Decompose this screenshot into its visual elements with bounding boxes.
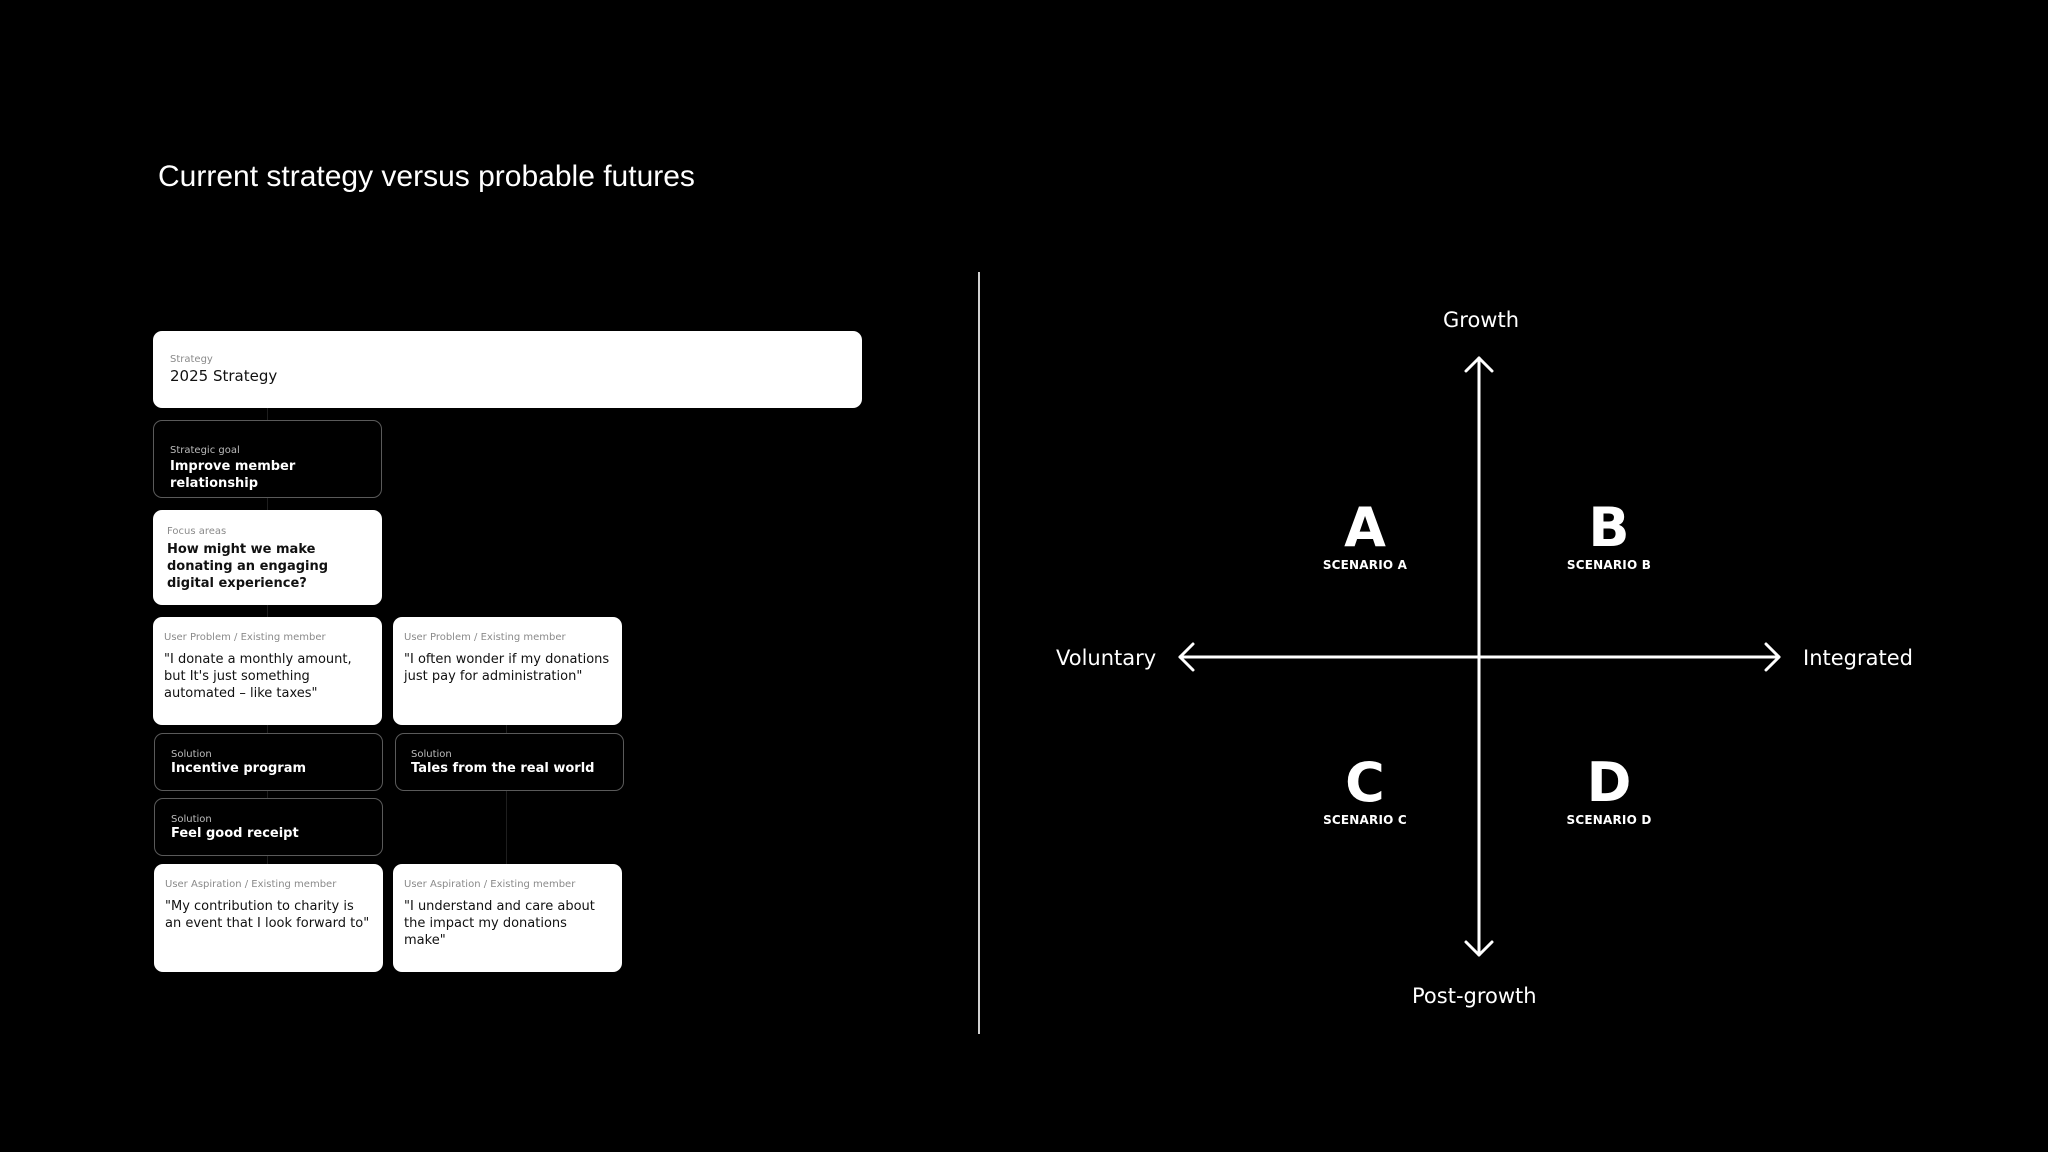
axis-label-integrated: Integrated (1803, 646, 1913, 670)
scenario-label: SCENARIO C (1323, 813, 1407, 827)
solution-caption: Solution (411, 749, 452, 760)
scenario-label: SCENARIO D (1566, 813, 1652, 827)
scenario-a[interactable] (1305, 496, 1425, 572)
scenario-label: SCENARIO B (1566, 558, 1652, 572)
solution-text: Incentive program (171, 761, 307, 776)
aspiration-quote: "I understand and care about the impact my donations make" (404, 899, 595, 948)
solution-text: Tales from the real world (411, 761, 595, 776)
problem-caption: User Problem / Existing member (404, 632, 566, 643)
axis-label-voluntary: Voluntary (1056, 646, 1157, 670)
solution-caption: Solution (171, 814, 212, 825)
aspiration-caption: User Aspiration / Existing member (404, 879, 576, 890)
scenario-letter: D (1586, 751, 1632, 814)
scenario-d[interactable] (1549, 751, 1669, 827)
scenario-c[interactable] (1305, 751, 1425, 827)
strategy-text: 2025 Strategy (170, 367, 278, 385)
problem-quote: "I often wonder if my donations just pay for administration" (404, 652, 610, 684)
problem-caption: User Problem / Existing member (164, 632, 326, 643)
problem-quote: "I donate a monthly amount, but It's just something automated – like taxes" (164, 652, 352, 701)
goal-caption: Strategic goal (170, 445, 240, 456)
focus-caption: Focus areas (167, 526, 227, 537)
solution-text: Feel good receipt (171, 826, 299, 841)
scenario-label: SCENARIO A (1322, 558, 1408, 572)
page-title: Current strategy versus probable futures (158, 160, 695, 193)
aspiration-quote: "My contribution to charity is an event that I look forward to" (165, 899, 370, 931)
focus-text: How might we make donating an engaging digital experience? (167, 542, 329, 591)
goal-text: Improve member relationship (170, 459, 296, 491)
solution-caption: Solution (171, 749, 212, 760)
scenario-letter: A (1344, 496, 1386, 559)
scenario-b[interactable] (1549, 496, 1669, 572)
scenario-letter: B (1588, 496, 1630, 559)
scenario-letter: C (1345, 751, 1385, 814)
axis-label-post-growth: Post-growth (1412, 984, 1537, 1008)
aspiration-caption: User Aspiration / Existing member (165, 879, 337, 890)
strategy-caption: Strategy (170, 354, 213, 365)
axis-label-growth: Growth (1443, 308, 1520, 332)
